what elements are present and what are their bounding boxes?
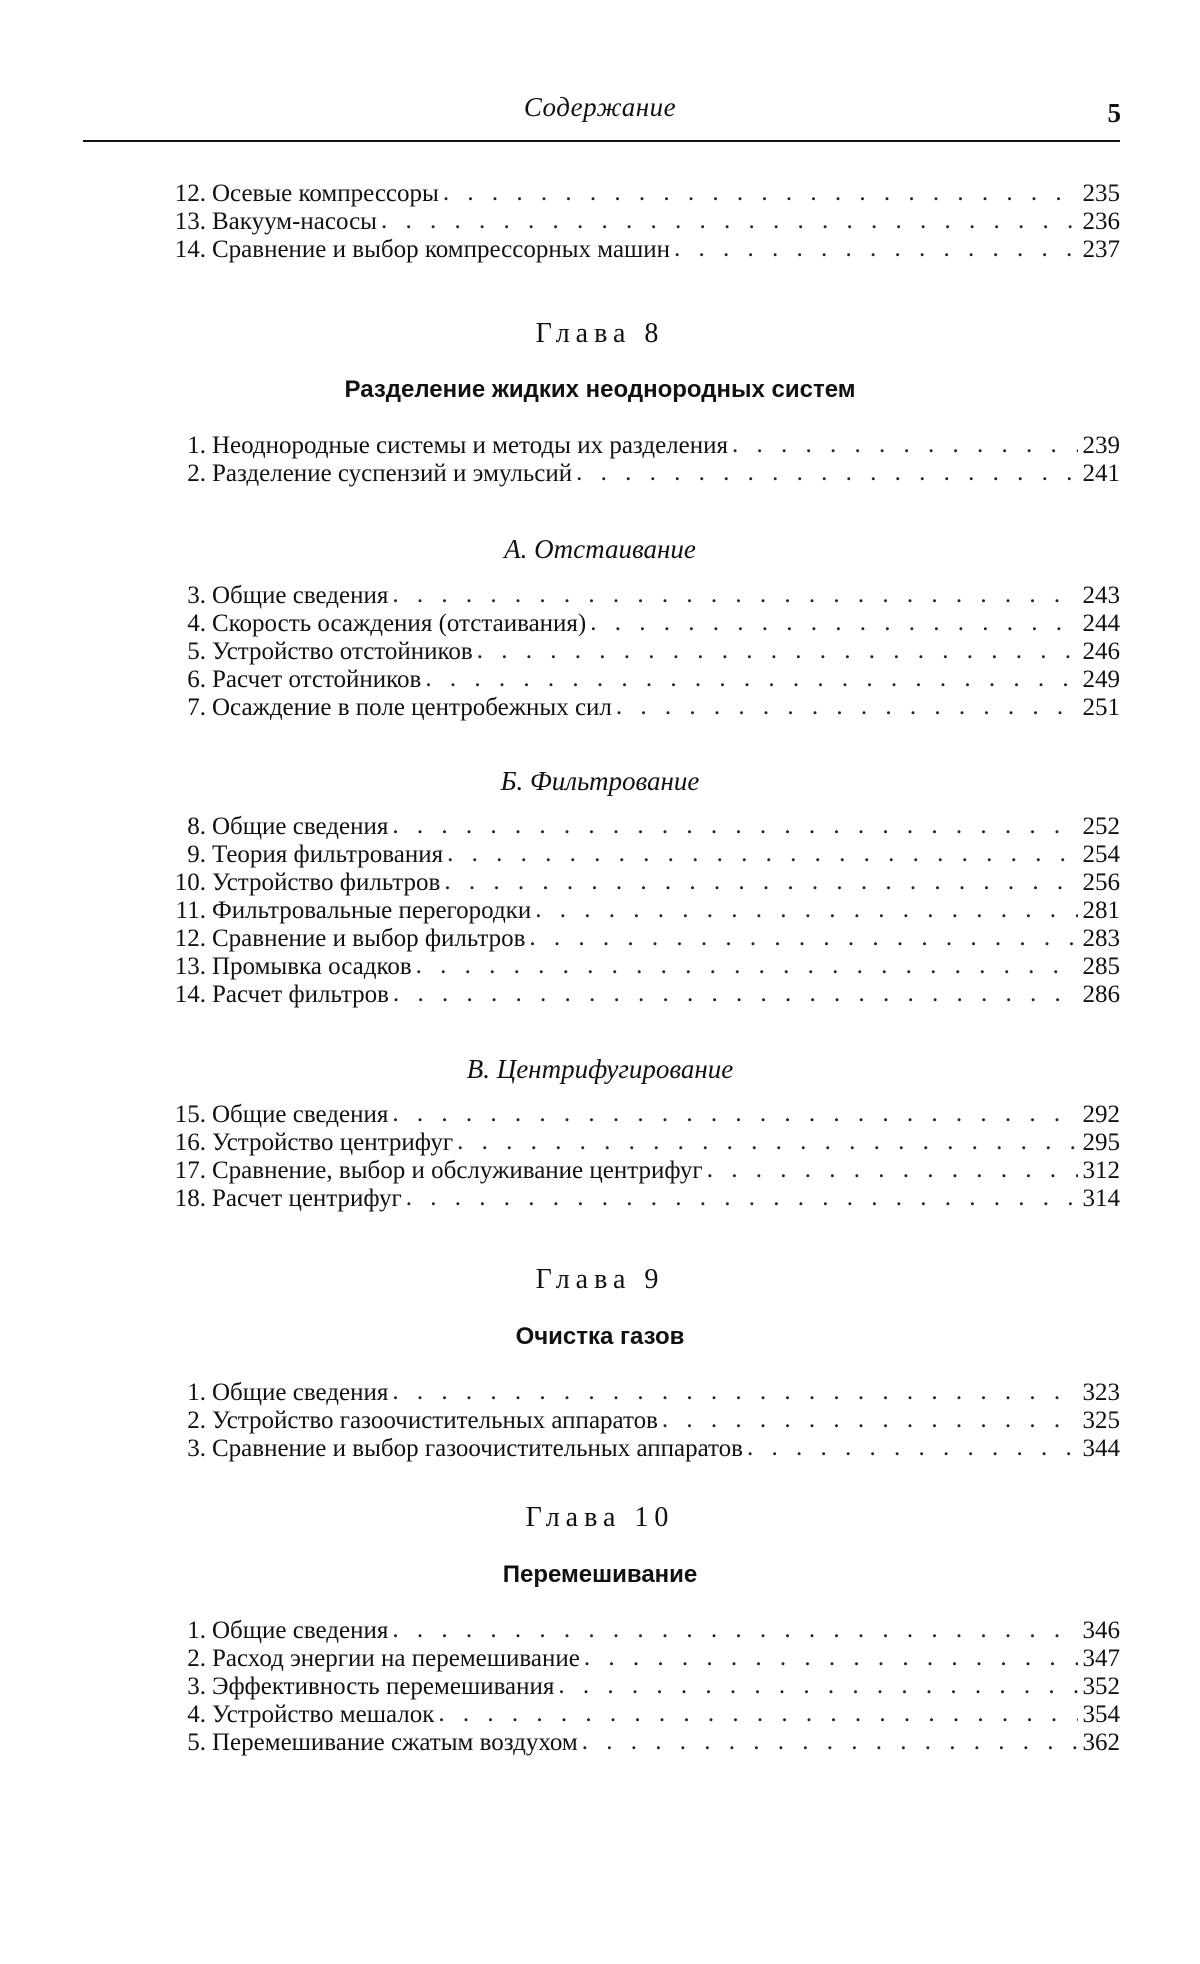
chapter-title: Очистка газов: [515, 1323, 685, 1350]
dot-leader: [393, 980, 1078, 1008]
toc-entry-page: 285: [1082, 953, 1120, 980]
toc-entry-title: Устройство центрифуг: [212, 1129, 454, 1156]
dot-leader: [392, 1616, 1078, 1644]
toc-entry-page: 292: [1082, 1101, 1120, 1128]
dot-leader: [392, 1100, 1078, 1128]
toc-entry-title: Эффективность перемешивания: [212, 1673, 555, 1700]
toc-entry-title: Неоднородные системы и методы их разделения: [212, 432, 728, 459]
toc-entry: [160, 869, 1120, 897]
toc-entry-page: 286: [1082, 981, 1120, 1008]
toc-entry-title: Расчет фильтров: [212, 981, 389, 1008]
toc-entry-number: 16.: [174, 1129, 206, 1156]
toc-entry-number: 2.: [187, 460, 206, 487]
toc-entry-title: Фильтровальные перегородки: [212, 897, 532, 924]
toc-entry: [160, 813, 1120, 841]
dot-leader: [381, 207, 1078, 235]
toc-entry-title: Устройство отстойников: [212, 638, 473, 665]
toc-entry-page: 236: [1082, 208, 1120, 235]
toc-entry-page: 283: [1082, 925, 1120, 952]
toc-entry: [160, 1157, 1120, 1185]
toc-entry-page: 347: [1082, 1645, 1120, 1672]
dot-leader: [590, 609, 1078, 637]
dot-leader: [457, 1128, 1078, 1156]
toc-entry-title: Сравнение и выбор компрессорных машин: [212, 236, 671, 263]
chapter-label: Глава 10: [525, 1502, 675, 1533]
toc-list-section-c: [160, 1101, 1120, 1213]
toc-entry-page: 312: [1082, 1157, 1120, 1184]
dot-leader: [392, 581, 1078, 609]
toc-entry-number: 1.: [187, 1379, 206, 1406]
toc-entry-number: 13.: [174, 208, 206, 235]
dot-leader: [582, 1728, 1078, 1756]
section-heading: Б. Фильтрование: [500, 766, 700, 796]
toc-entry-number: 2.: [187, 1645, 206, 1672]
dot-leader: [674, 235, 1078, 263]
toc-entry-page: 246: [1082, 638, 1120, 665]
toc-entry-title: Осаждение в поле центробежных сил: [212, 694, 612, 721]
dot-leader: [444, 868, 1078, 896]
toc-entry-title: Разделение суспензий и эмульсий: [212, 460, 573, 487]
toc-list-chapter8: [160, 432, 1120, 488]
toc-entry: [160, 1379, 1120, 1407]
toc-entry-number: 13.: [174, 953, 206, 980]
toc-entry-page: 235: [1082, 180, 1120, 207]
page-number: 5: [1107, 98, 1121, 128]
toc-entry-title: Сравнение, выбор и обслуживание центрифуг: [212, 1157, 703, 1184]
toc-entry-number: 12.: [174, 180, 206, 207]
dot-leader: [392, 1378, 1078, 1406]
toc-entry: [160, 582, 1120, 610]
toc-entry-number: 10.: [174, 869, 206, 896]
toc-entry-title: Общие сведения: [212, 1101, 389, 1128]
toc-entry-title: Осевые компрессоры: [212, 180, 439, 207]
dot-leader: [416, 952, 1078, 980]
toc-entry-page: 241: [1082, 460, 1120, 487]
toc-entry-number: 15.: [174, 1101, 206, 1128]
toc-entry-number: 12.: [174, 925, 206, 952]
toc-entry: [160, 1435, 1120, 1463]
toc-entry-title: Сравнение и выбор фильтров: [212, 925, 526, 952]
dot-leader: [406, 1184, 1078, 1212]
toc-entry-title: Сравнение и выбор газоочистительных аппаратов: [212, 1435, 743, 1462]
dot-leader: [529, 924, 1078, 952]
toc-entry-number: 9.: [187, 841, 206, 868]
dot-leader: [584, 1644, 1078, 1672]
toc-entry-page: 352: [1082, 1673, 1120, 1700]
dot-leader: [732, 431, 1078, 459]
dot-leader: [707, 1156, 1078, 1184]
toc-entry-page: 243: [1082, 582, 1120, 609]
toc-entry-number: 6.: [187, 666, 206, 693]
toc-entry-title: Скорость осаждения (отстаивания): [212, 610, 587, 637]
header-rule: [83, 140, 1120, 142]
toc-entry-number: 1.: [187, 432, 206, 459]
toc-list-chapter9: [160, 1379, 1120, 1463]
section-heading: В. Центрифугирование: [466, 1054, 734, 1084]
dot-leader: [438, 1700, 1078, 1728]
dot-leader: [558, 1672, 1078, 1700]
toc-list-chapter10: [160, 1617, 1120, 1757]
toc-entry-page: 252: [1082, 813, 1120, 840]
toc-entry: [160, 981, 1120, 1009]
toc-entry: [160, 1645, 1120, 1673]
toc-entry-title: Устройство мешалок: [212, 1701, 435, 1728]
toc-entry-number: 8.: [187, 813, 206, 840]
toc-entry-title: Общие сведения: [212, 813, 389, 840]
toc-entry-title: Расчет центрифуг: [212, 1185, 402, 1212]
dot-leader: [443, 179, 1078, 207]
dot-leader: [535, 896, 1078, 924]
running-head: [83, 92, 1121, 138]
toc-entry: [160, 897, 1120, 925]
toc-entry-page: 254: [1082, 841, 1120, 868]
toc-entry-page: 281: [1082, 897, 1120, 924]
toc-entry: [160, 1673, 1120, 1701]
toc-entry-number: 1.: [187, 1617, 206, 1644]
chapter-title: Перемешивание: [502, 1561, 698, 1588]
toc-entry: [160, 180, 1120, 208]
section-heading: А. Отстаивание: [504, 534, 696, 564]
toc-entry: [160, 1701, 1120, 1729]
dot-leader: [662, 1406, 1078, 1434]
toc-entry-number: 14.: [174, 236, 206, 263]
toc-entry: [160, 1407, 1120, 1435]
toc-entry-number: 11.: [175, 897, 206, 924]
toc-entry-number: 4.: [187, 1701, 206, 1728]
toc-entry-title: Общие сведения: [212, 1379, 389, 1406]
toc-entry-title: Общие сведения: [212, 582, 389, 609]
toc-entry-number: 3.: [187, 1673, 206, 1700]
toc-entry-number: 17.: [174, 1157, 206, 1184]
dot-leader: [747, 1434, 1078, 1462]
dot-leader: [477, 637, 1078, 665]
toc-entry-title: Расчет отстойников: [212, 666, 422, 693]
dot-leader: [576, 459, 1078, 487]
toc-entry-page: 346: [1082, 1617, 1120, 1644]
toc-entry-page: 362: [1082, 1729, 1120, 1756]
toc-list-section-a: [160, 582, 1120, 722]
chapter-title: Разделение жидких неоднородных систем: [344, 376, 856, 403]
chapter-label: Глава 8: [535, 318, 665, 349]
toc-entry-page: 249: [1082, 666, 1120, 693]
toc-entry-number: 7.: [187, 694, 206, 721]
toc-entry-number: 3.: [187, 582, 206, 609]
dot-leader: [392, 812, 1078, 840]
toc-entry: [160, 694, 1120, 722]
toc-entry-number: 18.: [174, 1185, 206, 1212]
toc-entry-title: Устройство газоочистительных аппаратов: [212, 1407, 658, 1434]
toc-entry-page: 237: [1082, 236, 1120, 263]
toc-list-section-b: [160, 813, 1120, 1009]
toc-entry-title: Устройство фильтров: [212, 869, 441, 896]
toc-entry-title: Общие сведения: [212, 1617, 389, 1644]
toc-entry: [160, 953, 1120, 981]
dot-leader: [616, 693, 1078, 721]
toc-entry-page: 314: [1082, 1185, 1120, 1212]
toc-entry-number: 5.: [187, 1729, 206, 1756]
toc-entry: [160, 638, 1120, 666]
toc-entry: [160, 432, 1120, 460]
toc-entry-page: 323: [1082, 1379, 1120, 1406]
toc-entry: [160, 1729, 1120, 1757]
toc-entry-page: 256: [1082, 869, 1120, 896]
toc-entry-page: 354: [1082, 1701, 1120, 1728]
toc-entry: [160, 1185, 1120, 1213]
toc-entry: [160, 1129, 1120, 1157]
toc-entry: [160, 236, 1120, 264]
toc-entry-page: 251: [1082, 694, 1120, 721]
toc-entry: [160, 666, 1120, 694]
toc-entry: [160, 1617, 1120, 1645]
toc-entry: [160, 841, 1120, 869]
toc-entry-page: 344: [1082, 1435, 1120, 1462]
toc-entry: [160, 460, 1120, 488]
toc-entry: [160, 925, 1120, 953]
toc-entry-title: Теория фильтрования: [212, 841, 444, 868]
dot-leader: [425, 665, 1078, 693]
toc-entry-title: Вакуум-насосы: [212, 208, 377, 235]
toc-entry: [160, 610, 1120, 638]
toc-entry-page: 295: [1082, 1129, 1120, 1156]
toc-entry-title: Перемешивание сжатым воздухом: [212, 1729, 578, 1756]
toc-entry-number: 2.: [187, 1407, 206, 1434]
toc-entry-page: 325: [1082, 1407, 1120, 1434]
chapter-label: Глава 9: [535, 1264, 665, 1295]
toc-entry-page: 239: [1082, 432, 1120, 459]
running-title: Содержание: [523, 92, 677, 122]
toc-entry-number: 4.: [187, 610, 206, 637]
toc-entry: [160, 1101, 1120, 1129]
toc-entry-number: 3.: [187, 1435, 206, 1462]
toc-entry: [160, 208, 1120, 236]
toc-entry-page: 244: [1082, 610, 1120, 637]
toc-entry-number: 5.: [187, 638, 206, 665]
toc-entry-title: Расход энергии на перемешивание: [212, 1645, 580, 1672]
toc-entry-title: Промывка осадков: [212, 953, 412, 980]
toc-entry-number: 14.: [174, 981, 206, 1008]
toc-list-top: [160, 180, 1120, 264]
dot-leader: [447, 840, 1078, 868]
